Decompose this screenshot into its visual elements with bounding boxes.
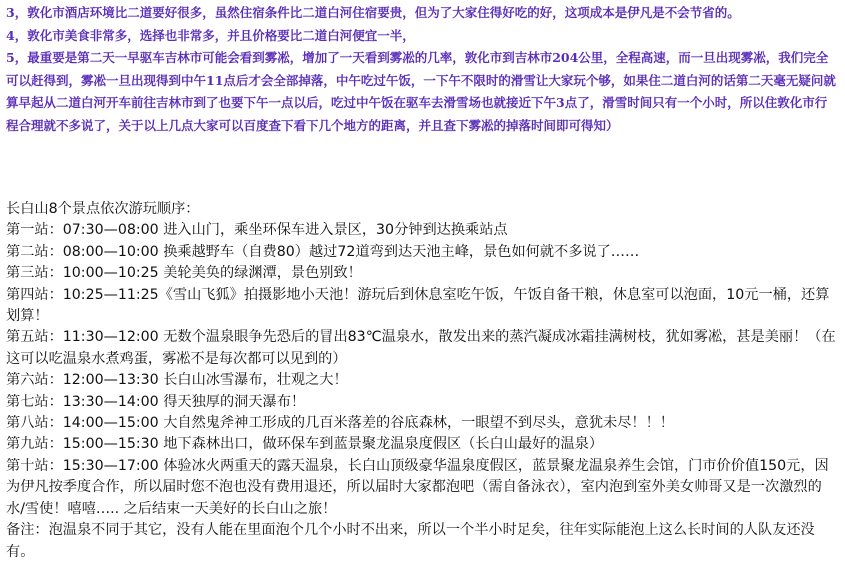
itinerary-stop: 第四站：10:25—11:25《雪山飞狐》拍摄影地小天池！游玩后到休息室吃午饭，午饭自备干粮，休息室可以泡面，10元一桶，还算划算！	[6, 286, 830, 325]
note-paragraph: 3，敦化市酒店环境比二道要好很多，虽然住宿条件比二道白河住宿要贵，但为了大家住得好吃的好，这项成本是伊凡是不会节省的。	[6, 5, 740, 20]
itinerary-section	[6, 199, 838, 563]
itinerary-title: 长白山8个景点依次游玩顺序：	[6, 201, 200, 217]
itinerary-stop: 第二站：08:00—10:00 换乘越野车（自费80）越过72道弯到达天池主峰，景色如何就不多说了……	[6, 243, 640, 260]
itinerary-stop: 第八站：14:00—15:00 大自然鬼斧神工形成的几百米落差的谷底森林，一眼望不到尽头，意犹未尽！！！	[6, 415, 674, 432]
note-paragraph: 4，敦化市美食非常多，选择也非常多，并且价格要比二道白河便宜一半，	[6, 27, 415, 43]
itinerary-stop: 第九站：15:00—15:30 地下森林出口，做环保车到蓝景聚龙温泉度假区（长白山最好的温泉）	[6, 436, 604, 453]
itinerary-stop: 第三站：10:00—10:25 美轮美奂的绿渊潭，景色别致！	[6, 265, 362, 282]
itinerary-note: 备注：泡温泉不同于其它，没有人能在里面泡个几个小时不出来，所以一个半小时足矣，往年实际能泡上这么长时间的人队友还没有。	[6, 522, 815, 560]
itinerary-stop: 第七站：13:30—14:00 得天独厚的洞天瀑布！	[6, 393, 306, 410]
itinerary-stop: 第十站：15:30—17:00 体验冰火两重天的露天温泉，长白山顶级豪华温泉度假区，蓝景聚龙温泉养生会馆，门市价价值150元，因为伊凡按季度合作，所以届时您不泡也没有费用退还，所以届时大家都泡吧（需自备泳衣），室内泡到室外美女帅哥又是一次激烈的水/雪使！嘻嘻….. 之后结束一天美好的长白山之旅！	[6, 457, 829, 517]
note-paragraph: 5，最重要是第二天一早驱车吉林市可能会看到雾凇，增加了一天看到雾凇的几率，敦化市到吉林市204公里，全程高速，而一旦出现雾凇，我们完全可以赶得到，雾凇一旦出现得到中午11点后才会全部掉落，中午吃过午饭，一下午不限时的滑雪让大家玩个够，如果住二道白河的话第二天毫无疑问就算早起从二道白河开车前往吉林市到了也要下午一点以后，吃过中午饭在驱车去滑雪场也就接近下午3点了，滑雪时间只有一个小时，所以住敦化市行程合理就不多说了，关于以上几点大家可以百度查下看下几个地方的距离，并且查下雾凇的掉落时间即可得知）	[6, 50, 836, 133]
itinerary-stop: 第六站：12:00—13:30 长白山冰雪瀑布，壮观之大！	[6, 372, 348, 389]
itinerary-stop: 第五站：11:30—12:00 无数个温泉眼争先恐后的冒出83℃温泉水，散发出来的蒸汽凝成冰霜挂满树枝，犹如雾凇，甚是美丽！（在这可以吃温泉水煮鸡蛋，雾凇不是每次都可以见到的）	[6, 329, 836, 367]
itinerary-stop: 第一站：07:30—08:00 进入山门，乘坐环保车进入景区，30分钟到达换乘站点	[6, 222, 508, 239]
notes-section	[6, 2, 838, 137]
